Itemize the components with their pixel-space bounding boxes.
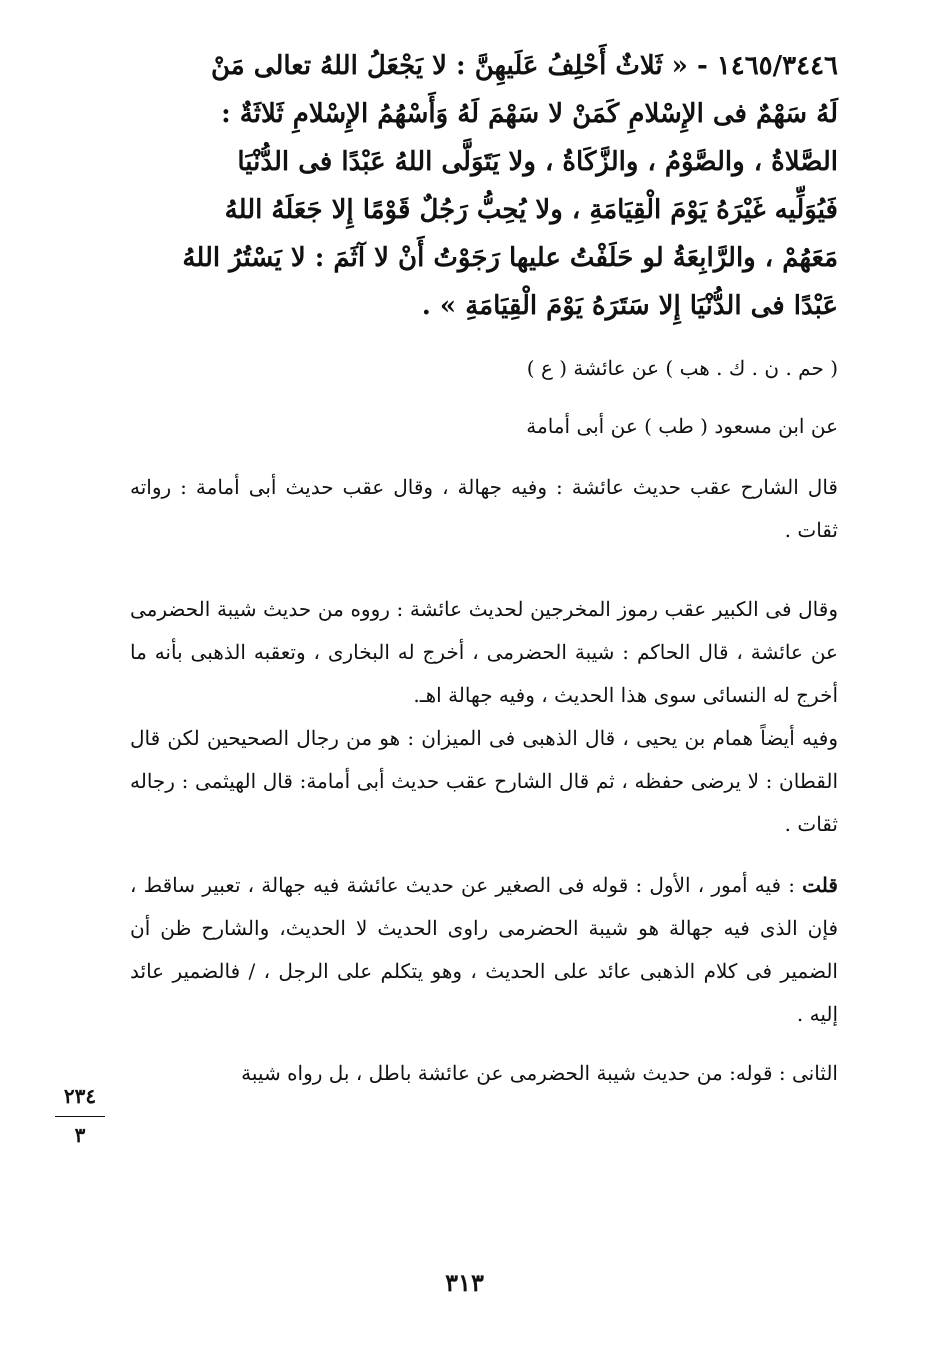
margin-note-top: ٢٣٤ [63,1084,97,1108]
paragraph-commentary-1: قال الشارح عقب حديث عائشة : وفيه جهالة ، وقال عقب حديث أبى أمامة : رواته ثقات . [130,475,838,542]
margin-note-divider [55,1116,105,1117]
hadith-line: ١٤٦٥/٣٤٤٦ - « ثَلاثٌ أَحْلِفُ عَلَيهِنَّ : لا يَجْعَلُ اللهُ تعالى مَنْ [211,51,838,81]
hadith-line: مَعَهُمْ ، والرَّابِعَةُ لو حَلَفْتُ عليها رَجَوْتُ أَنْ لا آثَمَ : لا يَسْتُرُ اللهُ [182,243,838,273]
source-line-2: عن ابن مسعود ( طب ) عن أبى أمامة [526,414,838,438]
hadith-line: لَهُ سَهْمٌ فى الإِسْلامِ كَمَنْ لا سَهْمَ لَهُ وَأَسْهُمُ الإِسْلامِ ثَلاثَةٌ : [221,99,838,129]
qultu-lead: قلت [802,873,838,897]
qultu-text: : فيه أمور ، الأول : قوله فى الصغير عن حديث عائشة فيه جهالة ، تعبير ساقط ، فإن الذى فيه جهالة هو شيبة الحضرمى راوى الحديث لا الحديث، والشارح ظن أن الضمير فى كلام الذهبى عائد على الحديث ، وهو يتكلم على الرجل ، / فالضمير عائد إليه . [130,873,838,1026]
margin-volume-note [55,1082,105,1149]
paragraph-commentary-3: وفيه أيضاً همام بن يحيى ، قال الذهبى فى الميزان : هو من رجال الصحيحين لكن قال القطان : لا يرضى حفظه ، ثم قال الشارح عقب حديث أبى أمامة: قال الهيثمى : رجاله ثقات . [130,726,838,836]
margin-note-bottom: ٣ [74,1123,86,1147]
hadith-line: فَيُوَلِّيه غَيْرَهُ يَوْمَ الْقِيَامَةِ ، ولا يُحِبُّ رَجُلٌ قَوْمًا إِلا جَعَلَهُ اللهُ [224,195,838,225]
paragraph-qultu [130,864,838,1036]
source-line-1: ( حم . ن . ك . هب ) عن عائشة ( ع ) [526,356,838,380]
paragraph-commentary-2: وقال فى الكبير عقب رموز المخرجين لحديث عائشة : رووه من حديث شيبة الحضرمى عن عائشة ، قال الحاكم : شيبة الحضرمى ، أخرج له البخارى ، وتعقبه الذهبى بأنه ما أخرج له النسائى سوى هذا الحديث ، وفيه جهالة اهـ. [130,597,838,707]
hadith-line: الصَّلاةُ ، والصَّوْمُ ، والزَّكَاةُ ، ولا يَتَوَلَّى اللهُ عَبْدًا فى الدُّنْيَا [237,147,838,177]
hadith-line: عَبْدًا فى الدُّنْيَا إِلا سَتَرَهُ يَوْمَ الْقِيَامَةِ » . [421,291,838,321]
page-number: ٣١٣ [445,1268,484,1297]
paragraph-second-point: الثانى : قوله: من حديث شيبة الحضرمى عن عائشة باطل ، بل رواه شيبة [241,1061,838,1085]
page-content [130,42,838,1095]
hadith-text [130,42,838,330]
